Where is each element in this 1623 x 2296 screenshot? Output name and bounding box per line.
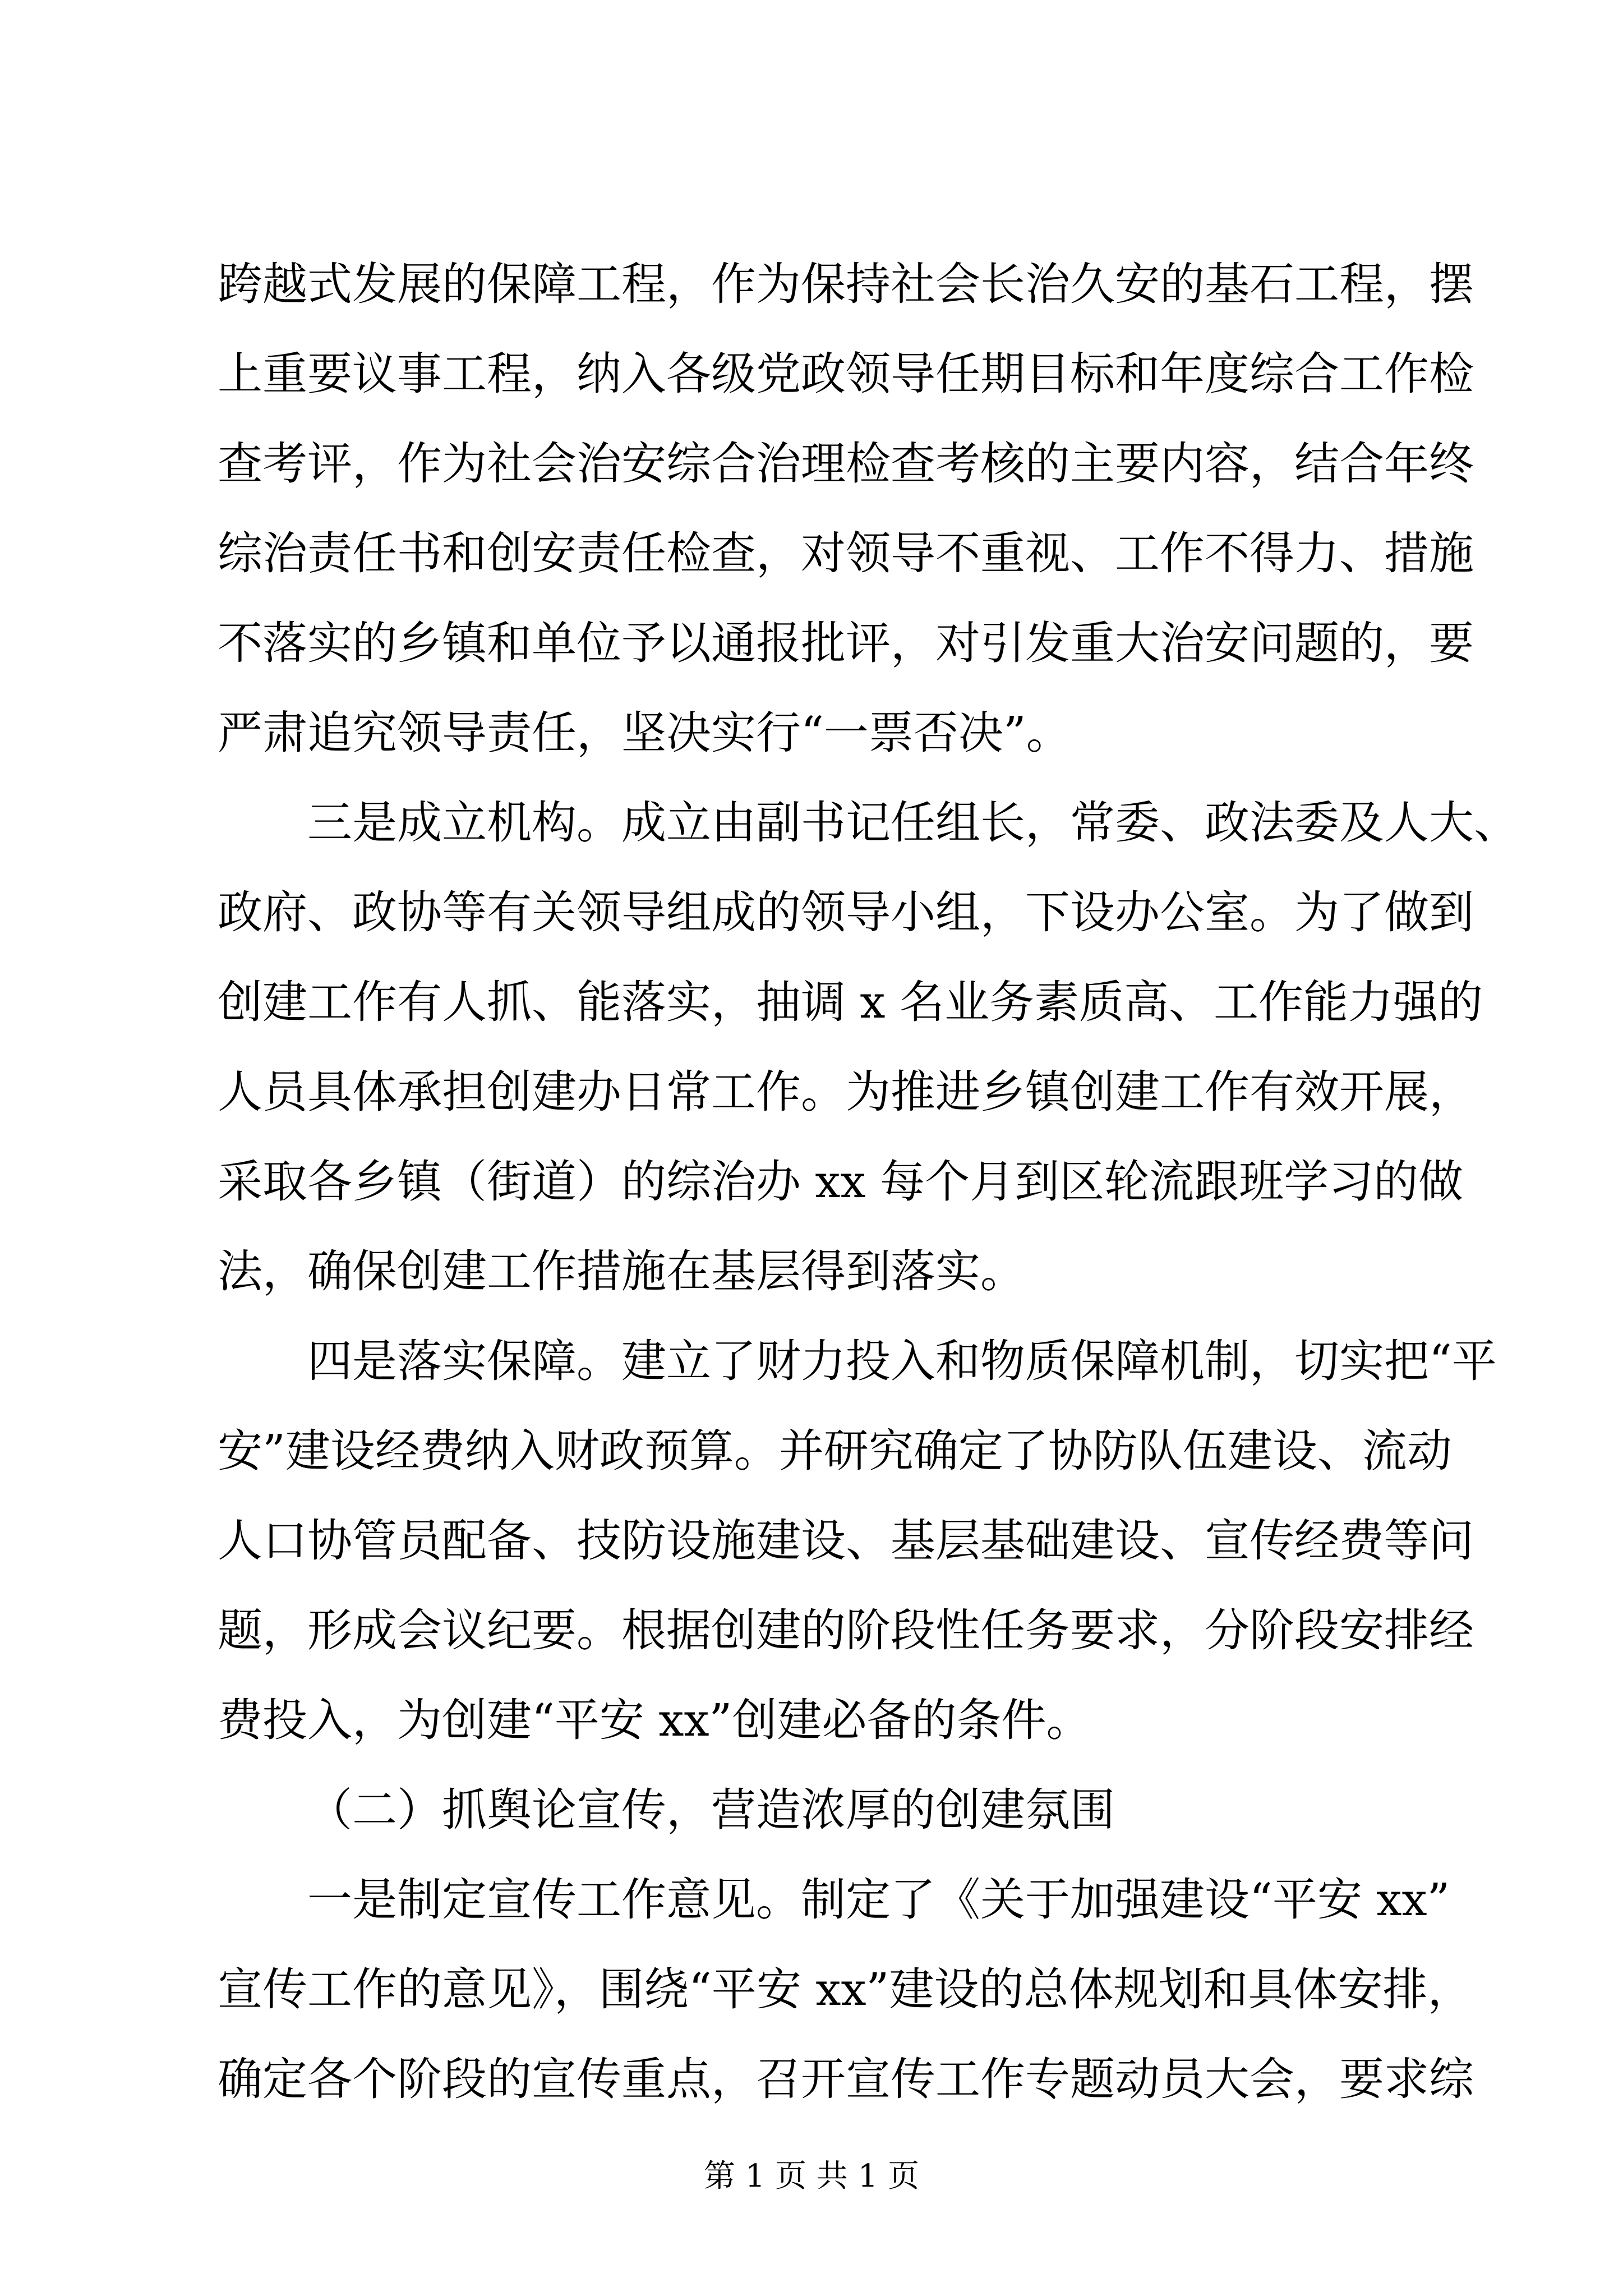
text-line: 宣传工作的意见》，围绕“平安 xx”建设的总体规划和具体安排， [218, 1963, 1473, 2016]
paragraph-first-line: 四是落实保障。建立了财力投入和物质保障机制，切实把“平 [307, 1335, 1497, 1387]
text-line: 上重要议事工程，纳入各级党政领导任期目标和年度综合工作检 [218, 348, 1474, 400]
text-line: 确定各个阶段的宣传重点，召开宣传工作专题动员大会，要求综 [218, 2053, 1474, 2105]
text-line: 费投入，为创建“平安 xx”创建必备的条件。 [218, 1694, 1091, 1746]
text-line: 严肃追究领导责任，坚决实行“一票否决”。 [218, 707, 1071, 759]
text-line: 跨越式发展的保障工程，作为保持社会长治久安的基石工程，摆 [218, 258, 1474, 310]
text-line: 查考评，作为社会治安综合治理检查考核的主要内容，结合年终 [218, 438, 1474, 490]
text-line: 不落实的乡镇和单位予以通报批评，对引发重大治安问题的，要 [218, 617, 1474, 669]
text-line: 采取各乡镇（街道）的综治办 xx 每个月到区轮流跟班学习的做 [218, 1156, 1464, 1208]
text-line: 人口协管员配备、技防设施建设、基层基础建设、宣传经费等问 [218, 1515, 1474, 1567]
section-heading: （二）抓舆论宣传，营造浓厚的创建氛围 [307, 1784, 1115, 1836]
text-line: 法，确保创建工作措施在基层得到落实。 [218, 1245, 1025, 1297]
text-line: 创建工作有人抓、能落实，抽调 x 名业务素质高、工作能力强的 [218, 976, 1483, 1028]
text-line: 政府、政协等有关领导组成的领导小组，下设办公室。为了做到 [218, 886, 1474, 938]
text-line: 安”建设经费纳入财政预算。并研究确定了协防队伍建设、流动 [218, 1425, 1452, 1477]
text-line: 题，形成会议纪要。根据创建的阶段性任务要求，分阶段安排经 [218, 1604, 1474, 1657]
text-line: 综治责任书和创安责任检查，对领导不重视、工作不得力、措施 [218, 527, 1474, 579]
paragraph-first-line: 三是成立机构。成立由副书记任组长，常委、政法委及人大、 [307, 797, 1519, 849]
paragraph-first-line: 一是制定宣传工作意见。制定了《关于加强建设“平安 xx” [307, 1874, 1450, 1926]
text-line: 人员具体承担创建办日常工作。为推进乡镇创建工作有效开展， [218, 1066, 1474, 1118]
page-footer: 第 1 页 共 1 页 [703, 2158, 920, 2194]
